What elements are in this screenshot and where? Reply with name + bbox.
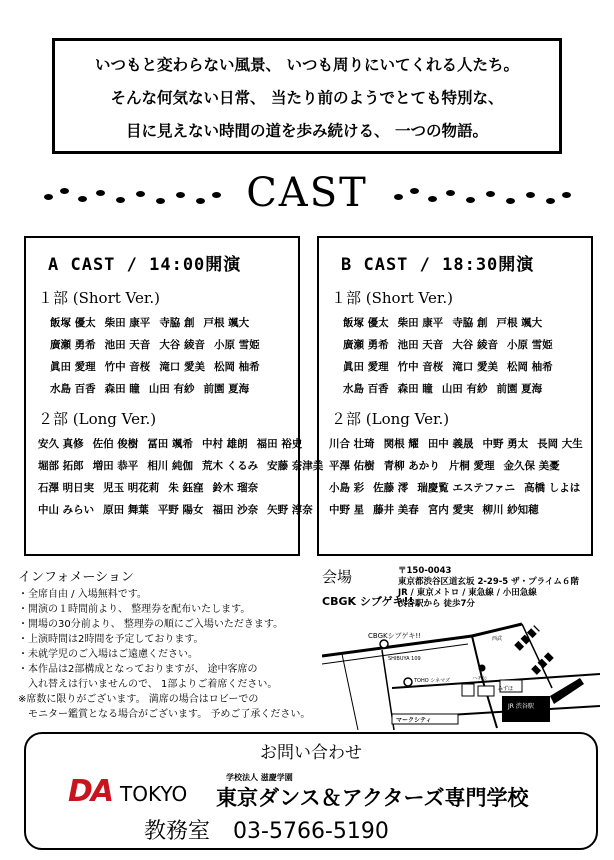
cast-row (50, 334, 298, 356)
cast-member-name: 福田 沙奈 (212, 504, 259, 516)
cast-b-part1-names (343, 312, 591, 400)
list-item: ※席数に限りがございます。 満席の場合はロビーでの (18, 694, 259, 705)
cast-member-name: 増田 恭平 (92, 460, 139, 472)
cast-member-name: 眞田 愛理 (50, 361, 96, 373)
cast-member-name: 藤井 美春 (373, 504, 419, 516)
cast-member-name: 松岡 柚希 (506, 361, 553, 373)
cast-member-name: 松岡 柚希 (213, 361, 260, 373)
cast-b-part1-label: １部 (Short Ver.) (331, 289, 454, 307)
cast-b-box (317, 236, 593, 556)
list-item: ・開場の30分前より、 整理券の順にご入場いただきます。 (18, 619, 284, 630)
cast-member-name: 小島 彩 (329, 482, 365, 494)
info-section (18, 566, 318, 722)
intro-box (52, 38, 562, 154)
info-title: インフォメーション (18, 570, 134, 585)
cast-member-name: 中野 星 (329, 504, 365, 516)
list-item: モニター鑑賞となる場合がございます。 予めご了承ください。 (18, 709, 311, 720)
cast-row (329, 477, 591, 499)
cast-member-name: 寺脇 創 (159, 317, 195, 329)
cast-member-name: 柳川 紗知穂 (482, 504, 539, 516)
cast-row (343, 356, 591, 378)
cast-title: CAST (246, 170, 368, 216)
cast-member-name: 廣瀬 勇希 (50, 339, 96, 351)
cast-member-name: 川合 壮琦 (329, 438, 375, 450)
cast-row (50, 356, 298, 378)
cast-member-name: 青柳 あかり (383, 460, 440, 472)
cast-row (343, 312, 591, 334)
cast-member-name: 小原 雪姫 (213, 339, 260, 351)
office-phone: 03-5766-5190 (233, 819, 389, 844)
cast-row (38, 477, 298, 499)
cast-member-name: 水島 百香 (343, 383, 389, 395)
cast-member-name: 石澤 明日実 (38, 482, 95, 494)
venue-address (398, 566, 579, 610)
cast-a-part2-label: ２部 (Long Ver.) (38, 410, 157, 428)
footprints-right-icon (394, 188, 572, 208)
cast-member-name: 中山 みらい (38, 504, 95, 516)
cast-member-name: 池田 天音 (397, 339, 444, 351)
cast-member-name: 山田 有紗 (441, 383, 488, 395)
cast-member-name: 山田 有紗 (148, 383, 195, 395)
cast-member-name: 寺脇 創 (452, 317, 488, 329)
list-item: ・全席自由 / 入場無料です。 (18, 589, 147, 600)
cast-member-name: 佐伯 俊樹 (92, 438, 139, 450)
list-item: ・開演の１時間前より、 整理券を配布いたします。 (18, 604, 251, 615)
cast-member-name: 片桐 愛理 (448, 460, 495, 472)
school-logo (68, 772, 568, 810)
cast-member-name: 戸根 颯大 (203, 317, 250, 329)
cast-member-name: 平野 陽女 (157, 504, 204, 516)
intro-line-1: いつもと変わらない風景、 いつも周りにいてくれる人たち。 (95, 55, 519, 74)
map-label-markcity: マークシティ (396, 717, 432, 724)
list-item: 〒150-0043 (398, 566, 452, 576)
contact-title: お問い合わせ (260, 743, 362, 763)
cast-row (343, 334, 591, 356)
info-items (18, 587, 318, 722)
map-label-jr: JR 渋谷駅 (508, 703, 534, 710)
cast-member-name: 戸根 颯大 (496, 317, 543, 329)
cast-member-name: 鈴木 瑠奈 (212, 482, 259, 494)
list-item: 渋谷駅から 徒歩7分 (398, 599, 475, 609)
map-label-hachiko: ハチ公 (472, 676, 488, 682)
cast-member-name: 安藤 奈津美 (267, 460, 324, 472)
cast-member-name: 飯塚 優太 (343, 317, 389, 329)
intro-line-2: そんな何気ない日常、 当たり前のようでとても特別な、 (110, 88, 504, 107)
cast-member-name: 柴田 康平 (104, 317, 151, 329)
cast-a-part1-label: １部 (Short Ver.) (38, 289, 161, 307)
cast-member-name: 原田 舞葉 (103, 504, 149, 516)
map-label-mizuho: みずほ (498, 686, 514, 692)
map-label-cbgk: CBGKシブゲキ!! (368, 632, 421, 640)
venue-section (322, 566, 602, 609)
cast-member-name: 大谷 綾音 (159, 339, 205, 351)
cast-row (329, 499, 591, 521)
cast-member-name: 滝口 愛美 (159, 361, 205, 373)
cast-member-name: 朱 鈺窪 (168, 482, 204, 494)
cast-b-part2-names (329, 433, 591, 521)
cast-row (50, 378, 298, 400)
venue-name: CBGK シブゲキ!! (322, 595, 414, 608)
office-contact (144, 814, 405, 845)
list-item: ・本作品は2部構成となっておりますが、 途中客席の (18, 664, 258, 675)
cast-member-name: 竹中 音桜 (397, 361, 444, 373)
map-label-109: SHIBUYA 109 (388, 656, 421, 662)
cast-member-name: 荒木 くるみ (201, 460, 259, 472)
cast-member-name: 中村 雄朗 (201, 438, 248, 450)
cast-member-name: 安久 真修 (38, 438, 84, 450)
cast-row (50, 312, 298, 334)
map-label-toho: TOHO シネマズ (414, 678, 451, 684)
cast-member-name: 福田 裕史 (256, 438, 303, 450)
cast-member-name: 関根 耀 (383, 438, 419, 450)
cast-a-part1-names (50, 312, 298, 400)
cast-member-name: 長岡 大生 (537, 438, 583, 450)
list-item: ・未就学児のご入場はご遠慮ください。 (18, 649, 198, 660)
cast-member-name: 小原 雪姫 (506, 339, 553, 351)
cast-member-name: 森田 瞳 (397, 383, 433, 395)
list-item: ・上演時間は2時間を予定しております。 (18, 634, 204, 645)
cast-member-name: 矢野 淳奈 (267, 504, 313, 516)
cast-member-name: 佐藤 澪 (373, 482, 409, 494)
venue-map (322, 618, 600, 730)
cast-member-name: 児玉 明花莉 (103, 482, 160, 494)
cast-member-name: 宮内 愛実 (427, 504, 474, 516)
school-name: 東京ダンス＆アクターズ専門学校 (216, 786, 529, 810)
cast-member-name: 金久保 美憂 (503, 460, 560, 472)
cast-member-name: 田中 義晟 (427, 438, 474, 450)
cast-member-name: 滝口 愛美 (452, 361, 498, 373)
cast-a-part2-names (38, 433, 324, 521)
cast-b-part2-label: ２部 (Long Ver.) (331, 410, 450, 428)
cast-member-name: 眞田 愛理 (343, 361, 389, 373)
cast-member-name: 廣瀬 勇希 (343, 339, 389, 351)
cast-row (38, 455, 324, 477)
footprints-left-icon (44, 188, 222, 208)
cast-member-name: 相川 純伽 (147, 460, 193, 472)
cast-member-name: 高橋 しよは (524, 482, 581, 494)
list-item: JR / 東京メトロ / 東急線 / 小田急線 (398, 588, 537, 598)
cast-b-heading: B CAST / 18:30開演 (341, 255, 535, 275)
cast-a-box (24, 236, 324, 556)
cast-a-heading: A CAST / 14:00開演 (48, 255, 242, 275)
cast-member-name: 森田 瞳 (104, 383, 140, 395)
map-label-seibu: 西武 (492, 636, 503, 642)
logo-tokyo-text: TOKYO (120, 782, 188, 806)
cast-member-name: 平澤 佑樹 (329, 460, 375, 472)
cast-member-name: 池田 天音 (104, 339, 151, 351)
cast-member-name: 瑞慶覧 エステファニ (417, 482, 516, 494)
cast-member-name: 飯塚 優太 (50, 317, 96, 329)
list-item: 東京都渋谷区道玄坂 2-29-5 ザ・プライム６階 (398, 577, 579, 587)
venue-title: 会場 (322, 568, 353, 586)
intro-line-3: 目に見えない時間の道を歩み続ける、 一つの物語。 (126, 121, 488, 140)
logo-da-mark: DA (68, 774, 113, 809)
cast-row (38, 499, 313, 521)
office-label: 教務室 (144, 819, 211, 844)
cast-row (329, 455, 591, 477)
cast-row (329, 433, 591, 455)
school-corporation: 学校法人 滋慶学園 (226, 773, 293, 782)
contact-box (24, 732, 598, 850)
cast-row (343, 378, 591, 400)
cast-member-name: 水島 百香 (50, 383, 96, 395)
cast-member-name: 中野 勇太 (482, 438, 529, 450)
cast-row (38, 433, 303, 455)
cast-member-name: 前園 夏海 (496, 383, 543, 395)
list-item: 入れ替えは行いませんので、 1部よりご着席ください。 (18, 679, 278, 690)
cast-member-name: 竹中 音桜 (104, 361, 151, 373)
cast-member-name: 冨田 颯希 (147, 438, 193, 450)
cast-member-name: 堀部 拓郎 (38, 460, 84, 472)
cast-member-name: 前園 夏海 (203, 383, 250, 395)
cast-member-name: 柴田 康平 (397, 317, 444, 329)
cast-member-name: 大谷 綾音 (452, 339, 498, 351)
